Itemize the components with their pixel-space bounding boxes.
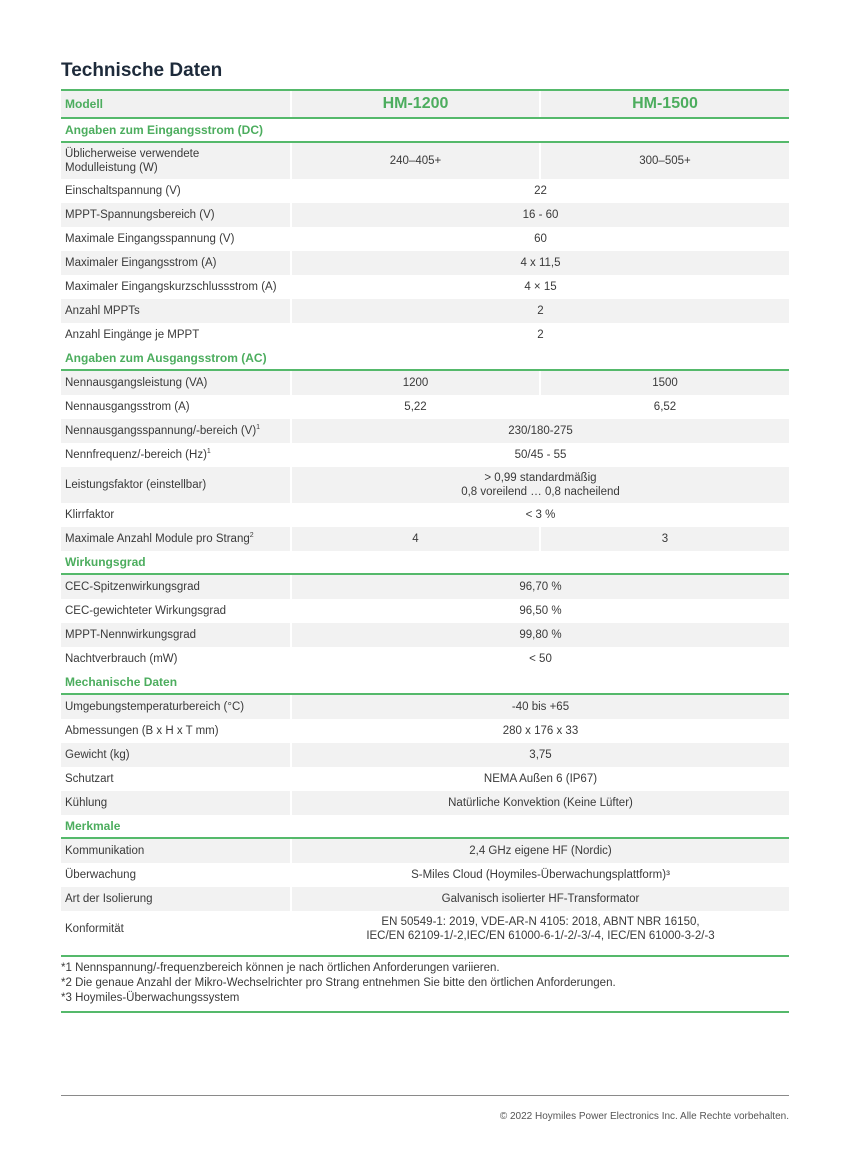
row-label-text: Maximale Anzahl Module pro Strang xyxy=(65,533,250,545)
row-value: -40 bis +65 xyxy=(291,694,789,719)
section-heading-row xyxy=(61,671,789,694)
row-label-text: Maximaler Eingangsstrom (A) xyxy=(65,257,217,269)
row-label xyxy=(61,467,291,503)
section-heading: Angaben zum Ausgangsstrom (AC) xyxy=(61,347,789,370)
row-label-text: Konformität xyxy=(65,923,124,935)
footnote-marker: 2 xyxy=(249,532,254,540)
row-value: EN 50549-1: 2019, VDE-AR-N 4105: 2018, ABNT NBR 16150, IEC/EN 62109-1/-2,IEC/EN 61000-6-1/-2/-3/-4, IEC/EN 61000-3-2/-3 xyxy=(291,911,789,947)
row-value: 60 xyxy=(291,227,789,251)
row-value: 6,52 xyxy=(540,395,789,419)
row-label-text: Maximaler Eingangskurzschlussstrom (A) xyxy=(65,281,277,293)
row-label xyxy=(61,911,291,947)
row-value: 2,4 GHz eigene HF (Nordic) xyxy=(291,838,789,863)
section-heading: Angaben zum Eingangsstrom (DC) xyxy=(61,118,789,142)
row-label xyxy=(61,574,291,599)
row-value: 50/45 - 55 xyxy=(291,443,789,467)
row-value: > 0,99 standardmäßig 0,8 voreilend … 0,8 nacheilend xyxy=(291,467,789,503)
row-label xyxy=(61,623,291,647)
row-label-text: Abmessungen (B x H x T mm) xyxy=(65,725,219,737)
table-row xyxy=(61,623,789,647)
row-value: 280 x 176 x 33 xyxy=(291,719,789,743)
row-label-text: MPPT-Nennwirkungsgrad xyxy=(65,629,197,641)
row-value: 96,50 % xyxy=(291,599,789,623)
section-heading: Mechanische Daten xyxy=(61,671,789,694)
row-label xyxy=(61,227,291,251)
row-label xyxy=(61,767,291,791)
model-header-label: Modell xyxy=(61,90,291,118)
spec-table-body xyxy=(61,90,789,947)
row-label xyxy=(61,142,291,179)
row-label xyxy=(61,395,291,419)
row-value: 16 - 60 xyxy=(291,203,789,227)
row-value: 300–505+ xyxy=(540,142,789,179)
row-label xyxy=(61,370,291,395)
section-heading-row xyxy=(61,347,789,370)
copyright: © 2022 Hoymiles Power Electronics Inc. Alle Rechte vorbehalten. xyxy=(499,1111,789,1122)
row-value: 240–405+ xyxy=(291,142,540,179)
model-hm-1200: HM-1200 xyxy=(291,90,540,118)
table-row xyxy=(61,323,789,347)
row-label-text: Nennausgangsspannung/-bereich (V) xyxy=(65,425,257,437)
row-value: 2 xyxy=(291,299,789,323)
row-value: 4 xyxy=(291,527,540,551)
footnote-1: *1 Nennspannung/-frequenzbereich können je nach örtlichen Anforderungen variieren. xyxy=(61,962,500,974)
table-row xyxy=(61,863,789,887)
row-label xyxy=(61,503,291,527)
row-label xyxy=(61,203,291,227)
row-label xyxy=(61,443,291,467)
row-label-text: Umgebungstemperaturbereich (°C) xyxy=(65,701,245,713)
row-label-text: Kommunikation xyxy=(65,845,145,857)
row-label xyxy=(61,527,291,551)
model-header-row xyxy=(61,90,789,118)
row-value: < 3 % xyxy=(291,503,789,527)
table-row xyxy=(61,911,789,947)
row-label-text: Überwachung xyxy=(65,869,136,881)
section-heading: Wirkungsgrad xyxy=(61,551,789,574)
row-label xyxy=(61,323,291,347)
row-label xyxy=(61,251,291,275)
row-value: 4 × 15 xyxy=(291,275,789,299)
row-label-text: CEC-gewichteter Wirkungsgrad xyxy=(65,605,227,617)
section-heading-row xyxy=(61,118,789,142)
row-label xyxy=(61,863,291,887)
table-row xyxy=(61,395,789,419)
table-row xyxy=(61,887,789,911)
row-label xyxy=(61,694,291,719)
row-value: 2 xyxy=(291,323,789,347)
footer-divider xyxy=(61,1095,789,1096)
table-row xyxy=(61,299,789,323)
footnote-marker: 1 xyxy=(256,424,261,432)
table-row xyxy=(61,574,789,599)
table-row xyxy=(61,527,789,551)
table-row xyxy=(61,767,789,791)
row-label-text: Nennfrequenz/-bereich (Hz) xyxy=(65,449,207,461)
table-row xyxy=(61,467,789,503)
table-row xyxy=(61,503,789,527)
row-label xyxy=(61,179,291,203)
footnotes xyxy=(61,955,789,1013)
row-label-text: Kühlung xyxy=(65,797,108,809)
footnote-2: *2 Die genaue Anzahl der Mikro-Wechselrichter pro Strang entnehmen Sie bitte den örtlichen Anforderungen. xyxy=(61,977,616,989)
row-value: 3,75 xyxy=(291,743,789,767)
table-row xyxy=(61,370,789,395)
section-heading-row xyxy=(61,551,789,574)
row-label xyxy=(61,419,291,443)
table-row xyxy=(61,694,789,719)
row-label xyxy=(61,791,291,815)
row-value: 1500 xyxy=(540,370,789,395)
row-label xyxy=(61,719,291,743)
row-value: 96,70 % xyxy=(291,574,789,599)
row-label-text: Leistungsfaktor (einstellbar) xyxy=(65,479,207,491)
table-row xyxy=(61,419,789,443)
table-row xyxy=(61,443,789,467)
row-value: S-Miles Cloud (Hoymiles-Überwachungsplattform)³ xyxy=(291,863,789,887)
table-row xyxy=(61,647,789,671)
row-label xyxy=(61,838,291,863)
row-label xyxy=(61,647,291,671)
row-label xyxy=(61,887,291,911)
row-label xyxy=(61,743,291,767)
row-value: < 50 xyxy=(291,647,789,671)
footnote-marker: 1 xyxy=(206,448,211,456)
row-label-text: Maximale Eingangsspannung (V) xyxy=(65,233,235,245)
table-row xyxy=(61,227,789,251)
footnote-3: *3 Hoymiles-Überwachungssystem xyxy=(61,992,240,1004)
row-value: 22 xyxy=(291,179,789,203)
row-label-text: Üblicherweise verwendete Modulleistung (W) xyxy=(65,148,200,174)
table-row xyxy=(61,179,789,203)
row-label-text: CEC-Spitzenwirkungsgrad xyxy=(65,581,200,593)
model-hm-1500: HM-1500 xyxy=(540,90,789,118)
row-value: 3 xyxy=(540,527,789,551)
table-row xyxy=(61,251,789,275)
row-value: 5,22 xyxy=(291,395,540,419)
row-label-text: Anzahl Eingänge je MPPT xyxy=(65,329,200,341)
row-value: Galvanisch isolierter HF-Transformator xyxy=(291,887,789,911)
section-heading-row xyxy=(61,815,789,838)
row-value: 4 x 11,5 xyxy=(291,251,789,275)
table-row xyxy=(61,142,789,179)
table-row xyxy=(61,275,789,299)
row-value: NEMA Außen 6 (IP67) xyxy=(291,767,789,791)
spec-table xyxy=(61,89,789,947)
row-label-text: Anzahl MPPTs xyxy=(65,305,140,317)
row-label-text: Gewicht (kg) xyxy=(65,749,130,761)
table-row xyxy=(61,599,789,623)
row-label-text: Art der Isolierung xyxy=(65,893,153,905)
row-label xyxy=(61,275,291,299)
row-label xyxy=(61,599,291,623)
row-label-text: Einschaltspannung (V) xyxy=(65,185,181,197)
row-label-text: Nachtverbrauch (mW) xyxy=(65,653,178,665)
row-label-text: Schutzart xyxy=(65,773,114,785)
section-heading: Merkmale xyxy=(61,815,789,838)
row-label-text: Klirrfaktor xyxy=(65,509,115,521)
table-row xyxy=(61,203,789,227)
row-label-text: MPPT-Spannungsbereich (V) xyxy=(65,209,215,221)
row-value: 1200 xyxy=(291,370,540,395)
table-row xyxy=(61,719,789,743)
page-title: Technische Daten xyxy=(61,60,223,81)
row-value: 230/180-275 xyxy=(291,419,789,443)
table-row xyxy=(61,791,789,815)
row-label xyxy=(61,299,291,323)
row-value: 99,80 % xyxy=(291,623,789,647)
row-label-text: Nennausgangsstrom (A) xyxy=(65,401,190,413)
row-value: Natürliche Konvektion (Keine Lüfter) xyxy=(291,791,789,815)
row-label-text: Nennausgangsleistung (VA) xyxy=(65,377,208,389)
table-row xyxy=(61,838,789,863)
table-row xyxy=(61,743,789,767)
